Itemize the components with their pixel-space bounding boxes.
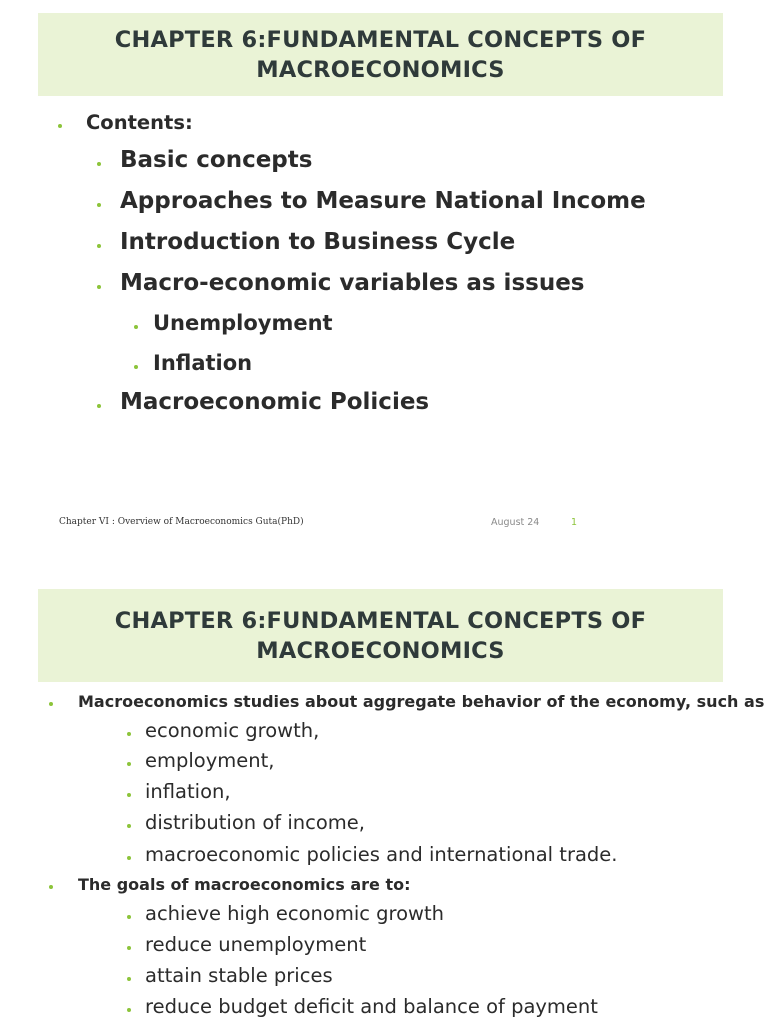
contents-subitem-unemployment: Unemployment — [153, 311, 333, 335]
slide-page-number: 1 — [571, 517, 578, 528]
intro-item-employment: employment, — [145, 749, 275, 772]
contents-item-business-cycle: Introduction to Business Cycle — [120, 229, 516, 255]
goal-item-growth: achieve high economic growth — [145, 902, 445, 925]
intro-item-economic-growth: economic growth, — [145, 719, 320, 742]
bullet-icon — [127, 824, 131, 828]
bullet-icon — [134, 325, 138, 329]
bullet-icon — [127, 977, 131, 981]
slide-1-title-line-1: CHAPTER 6:FUNDAMENTAL CONCEPTS OF — [114, 26, 647, 53]
intro-item-policies-trade: macroeconomic policies and international trade. — [145, 843, 618, 866]
bullet-icon — [97, 162, 101, 166]
bullet-icon — [127, 915, 131, 919]
slide-footer-date: August 24 — [491, 517, 540, 528]
intro-item-inflation: inflation, — [145, 780, 231, 803]
slide-1-title — [38, 13, 723, 96]
bullet-icon — [127, 732, 131, 736]
goal-item-unemployment: reduce unemployment — [145, 933, 367, 956]
bullet-icon — [127, 946, 131, 950]
contents-item-macro-variables: Macro-economic variables as issues — [120, 270, 585, 296]
contents-label: Contents: — [86, 111, 193, 134]
contents-subitem-inflation: Inflation — [153, 351, 253, 375]
slide-2-title-line-2: MACROECONOMICS — [256, 637, 505, 664]
goal-item-budget-deficit: reduce budget deficit and balance of payment — [145, 995, 598, 1018]
bullet-icon — [127, 762, 131, 766]
slide-footer-title: Chapter VI : Overview of Macroeconomics Guta(PhD) — [59, 517, 304, 527]
bullet-icon — [127, 1008, 131, 1012]
slide-2-title — [38, 589, 723, 682]
contents-item-basic-concepts: Basic concepts — [120, 147, 313, 173]
bullet-icon — [58, 124, 62, 128]
bullet-icon — [49, 885, 53, 889]
bullet-icon — [49, 702, 53, 706]
bullet-icon — [97, 285, 101, 289]
slide-1-title-line-2: MACROECONOMICS — [256, 56, 505, 83]
goal-item-stable-prices: attain stable prices — [145, 964, 333, 987]
bullet-icon — [97, 244, 101, 248]
bullet-icon — [134, 365, 138, 369]
intro-item-distribution: distribution of income, — [145, 811, 365, 834]
slide-2-title-line-1: CHAPTER 6:FUNDAMENTAL CONCEPTS OF — [114, 607, 647, 634]
bullet-icon — [127, 793, 131, 797]
goals-text: The goals of macroeconomics are to: — [78, 875, 411, 894]
bullet-icon — [97, 404, 101, 408]
bullet-icon — [127, 856, 131, 860]
contents-item-policies: Macroeconomic Policies — [120, 389, 430, 415]
intro-text: Macroeconomics studies about aggregate behavior of the economy, such as — [78, 692, 765, 711]
bullet-icon — [97, 203, 101, 207]
slide-2 — [0, 576, 768, 1024]
contents-item-national-income: Approaches to Measure National Income — [120, 188, 646, 214]
